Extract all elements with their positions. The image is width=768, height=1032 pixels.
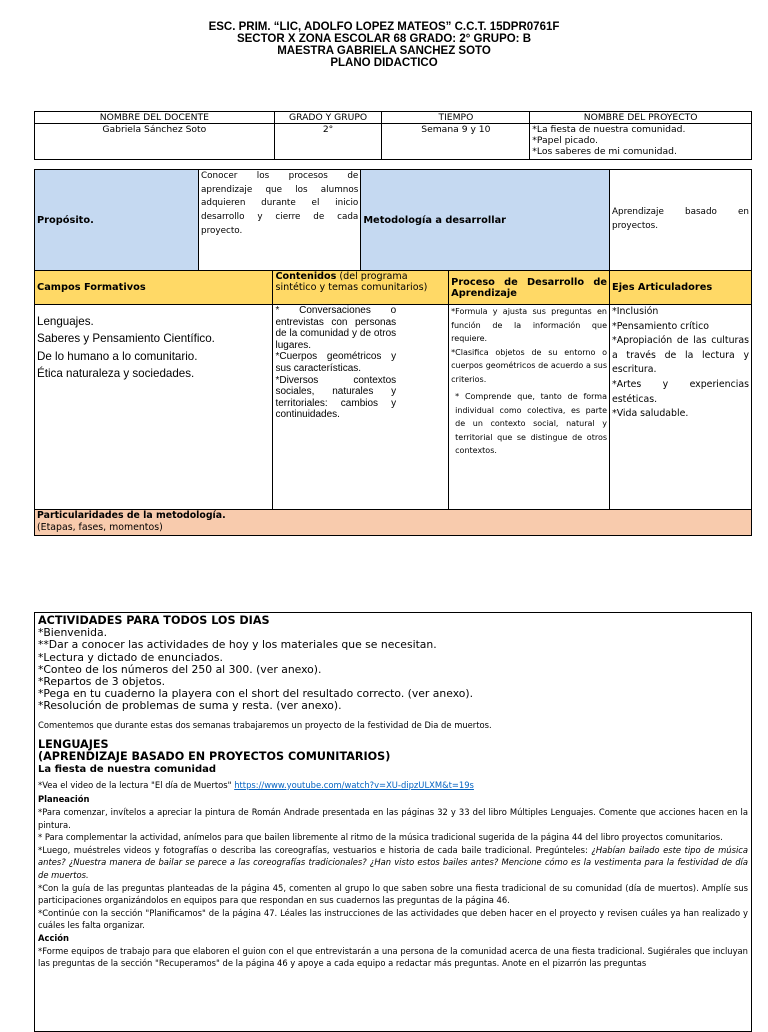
accion-heading: Acción: [38, 932, 69, 943]
fiesta-title: La fiesta de nuestra comunidad: [38, 763, 217, 775]
planeacion-paragraph: *Con la guía de las preguntas planteadas de la página 45, comenten al grupo lo que saben sobre una fiesta tradicional de su comunidad (día de muertos). Amplíe sus participaciones organizándolos en equipos para que respondan en sus cuadernos las preguntas de la página 46.: [38, 882, 748, 906]
activity-item: *Resolución de problemas de suma y resta. (ver anexo).: [38, 699, 342, 713]
activity-item: *Repartos de 3 objetos.: [38, 675, 166, 689]
proceso-item: *Formula y ajusta sus preguntas en función de la información que requiere.: [451, 307, 607, 343]
tiempo-value: Semana 9 y 10: [382, 124, 530, 160]
proyecto-item: *Los saberes de mi comunidad.: [532, 146, 677, 157]
eje-item: *Apropiación de las culturas a través de la lectura y escritura.: [612, 335, 749, 376]
planeacion-paragraph: *Continúe con la sección "Planificamos" de la página 47. Léales las instrucciones de las actividades que deben hacer en el proyecto y revisen cuáles ya han realizado y cuáles les falta organizar.: [38, 907, 748, 931]
activity-item: *Pega en tu cuaderno la playera con el short del resultado correcto. (ver anexo).: [38, 687, 474, 701]
metodologia-label: Metodología a desarrollar: [361, 170, 610, 271]
contenidos-label: Contenidos: [275, 271, 337, 282]
planeacion-paragraph: *Para comenzar, invítelos a apreciar la pintura de Román Andrade presentada en las páginas 32 y 33 del libro Múltiples Lenguajes. Comente que acciones hacen en la pintura.: [38, 807, 748, 830]
proyecto-value: [530, 124, 752, 160]
ejes-label: Ejes Articuladores: [610, 271, 752, 305]
sector-line: SECTOR X ZONA ESCOLAR 68 GRADO: 2° GRUPO: B: [236, 33, 532, 45]
contenidos-header: [273, 271, 449, 305]
contenidos-list: [273, 305, 449, 510]
campos-list: [35, 305, 273, 510]
lenguajes-title: LENGUAJES: [38, 738, 109, 752]
contenido-item: *Diversos contextos sociales, naturales y territoriales: cambios y continuidades.: [275, 374, 397, 421]
proceso-label: Proceso de Desarrollo de Aprendizaje: [449, 271, 610, 305]
campo-item: Ética naturaleza y sociedades.: [37, 367, 195, 381]
particularidades-row: [35, 510, 752, 536]
header-tiempo: TIEMPO: [382, 112, 530, 124]
activity-item: **Dar a conocer las actividades de hoy y los materiales que se necesitan.: [38, 638, 437, 652]
planeacion-paragraph: [38, 844, 748, 882]
proposito-label: Propósito.: [35, 170, 199, 271]
activity-item: *Conteo de los números del 250 al 300. (ver anexo).: [38, 662, 322, 676]
contenidos-note: (del programa sintético y temas comunitarios): [275, 271, 428, 293]
campo-item: Lenguajes.: [37, 315, 94, 328]
teacher-line: MAESTRA GABRIELA SANCHEZ SOTO: [277, 45, 491, 57]
video-line: [38, 779, 748, 792]
campos-label: Campos Formativos: [35, 271, 273, 305]
header-grado: GRADO Y GRUPO: [274, 112, 382, 124]
info-table: [34, 111, 752, 160]
school-name: ESC. PRIM. “LIC, ADOLFO LOPEZ MATEOS” C.C.T. 15DPR0761F: [208, 21, 560, 33]
grado-value: 2°: [274, 124, 382, 160]
planeacion-heading: Planeación: [38, 794, 90, 805]
document-title: PLANO DIDACTICO: [330, 57, 438, 69]
docente-value: Gabriela Sánchez Soto: [35, 124, 275, 160]
proceso-item: * Comprende que, tanto de forma individual como colectiva, es parte de un contexto social, natural y territorial que se distingue de otros contextos.: [455, 392, 607, 455]
eje-item: *Artes y experiencias estéticas.: [612, 378, 749, 405]
campo-item: De lo humano a lo comunitario.: [37, 349, 198, 363]
activities-title: ACTIVIDADES PARA TODOS LOS DIAS: [38, 614, 270, 627]
proyecto-item: *La fiesta de nuestra comunidad.: [532, 124, 686, 135]
video-text: *Vea el video de la lectura "El día de Muertos": [38, 779, 235, 790]
accion-paragraph: *Forme equipos de trabajo para que elaboren el guion con el que entrevistarán a una persona de la comunidad acerca de una fiesta tradicional. Sugiérales que incluyan las preguntas de la sección "Recuperamos" de la página 46 y apoye a cada equipo a redactar más preguntas. Anote en el pizarrón las preguntas: [38, 945, 748, 969]
header-docente: NOMBRE DEL DOCENTE: [35, 112, 275, 124]
header-proyecto: NOMBRE DEL PROYECTO: [530, 112, 752, 124]
eje-item: *Pensamiento crítico: [612, 320, 709, 332]
ejes-list: [610, 305, 752, 510]
activities-box: [34, 612, 752, 1032]
particularidades-sub: (Etapas, fases, momentos): [37, 522, 163, 533]
proceso-item: *Clasifica objetos de su entorno o cuerpos geométricos de acuerdo a sus criterios.: [451, 347, 607, 384]
activity-item: *Lectura y dictado de enunciados.: [38, 650, 223, 664]
planeacion-paragraph: * Para complementar la actividad, anímelos para que bailen libremente al ritmo de la música tradicional sugerida de la página 44 del libro proyectos comunitarios.: [38, 832, 723, 843]
contenido-item: * Conversaciones o entrevistas con personas de la comunidad y de otros lugares.: [275, 305, 397, 351]
proposito-text: Conocer los procesos de aprendizaje que los alumnos adquieren durante el inicio desarrollo y cierre de cada proyecto.: [199, 170, 361, 271]
activity-item: *Bienvenida.: [38, 626, 108, 640]
proceso-list: [449, 305, 610, 510]
lenguajes-subtitle: (APRENDIZAJE BASADO EN PROYECTOS COMUNITARIOS): [38, 750, 391, 764]
question-intro: *Luego, muéstreles videos y fotografías o describa las coreografías, vestuarios e historia de cada baile tradicional. Pregúnteles:: [38, 844, 592, 855]
plan-table: [34, 169, 752, 536]
question-text: ¿Habían bailado este tipo de música antes? ¿Nuestra manera de bailar se parece a las coreografías tradicionales? ¿Han visto estos bailes antes? Mencione cómo es la vestimenta para la festividad de día de muertos.: [38, 844, 749, 880]
proyecto-item: *Papel picado.: [532, 135, 598, 146]
contenido-item: *Cuerpos geométricos y sus características.: [275, 351, 397, 374]
eje-item: *Inclusión: [612, 306, 659, 317]
metodologia-text: Aprendizaje basado en proyectos.: [610, 170, 752, 271]
eje-item: *Vida saludable.: [612, 408, 689, 420]
campo-item: Saberes y Pensamiento Científico.: [37, 332, 215, 346]
video-link[interactable]: https://www.youtube.com/watch?v=XU-dipzULXM&t=19s: [234, 779, 474, 790]
project-comment: Comentemos que durante estas dos semanas trabajaremos un proyecto de la festividad de Dia de muertos.: [38, 719, 492, 730]
particularidades-label: Particularidades de la metodología.: [37, 510, 226, 521]
